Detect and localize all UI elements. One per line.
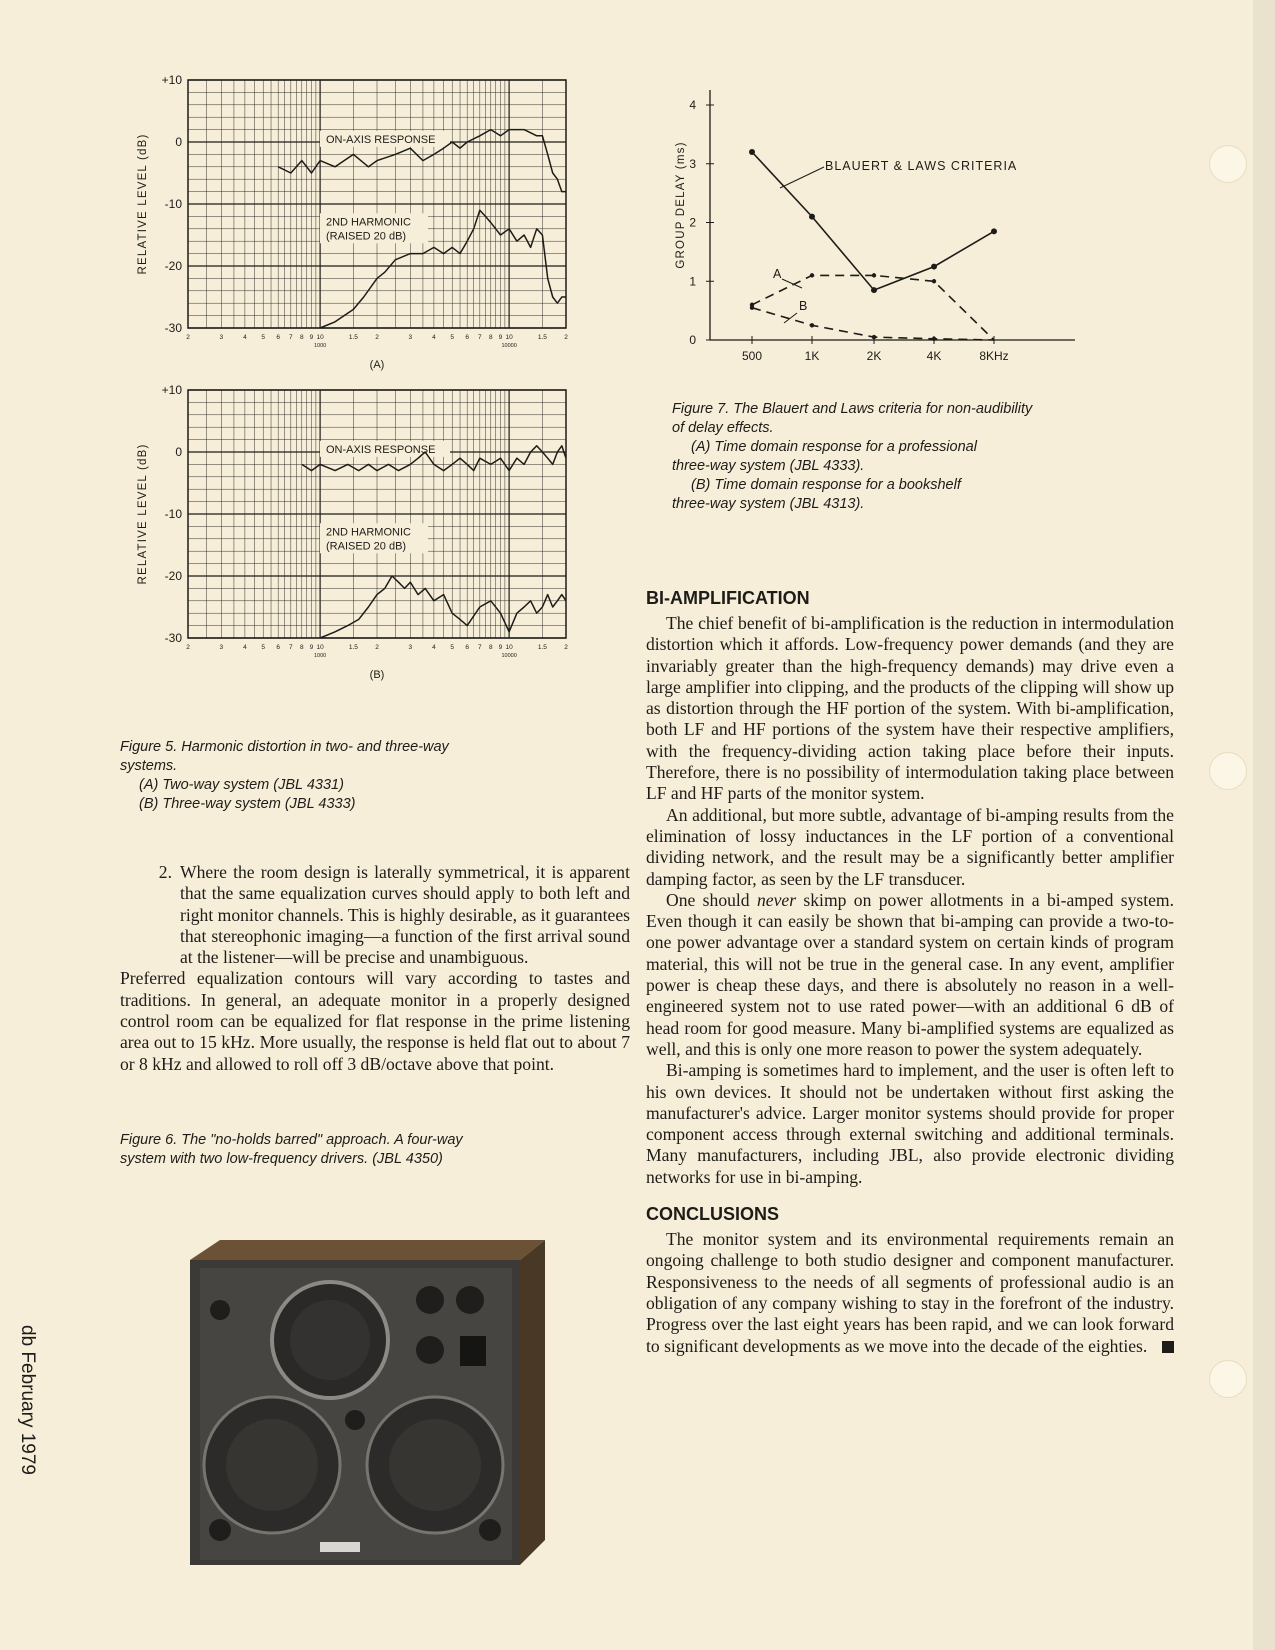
text-run: skimp on power allotments in a bi-amped system. Even though it can easily be shown that bi-amping can provide a two-to-one power advantage over a standard system on certain kinds of program material, this will not be true in the general case. In any event, amplifier power is cheap these days, and there is absolutely no reason in a well-engineered system not to use rated power—with an additional 6 dB of head room for good measure. Many bi-amplified systems are equalized as well, and this is only one more reason to power the system adequately. [646, 889, 1175, 1059]
caption-line: systems. [120, 758, 178, 774]
paragraph: Bi-amping is sometimes hard to implement, and the user is often left to his own devices. It should not be undertaken without first asking the manufacturer's advice. Larger monitor systems should provide for proper component access through external switching and additional terminals. Many manufacturers, including JBL, also provide electronic dividing networks for use in bi-amping. [646, 1060, 1174, 1187]
right-column [646, 80, 1175, 1357]
data-point [872, 273, 876, 277]
equalization-paragraph [120, 968, 630, 1074]
item-number: 2. [158, 862, 172, 882]
x-tick-label: 1K [804, 349, 820, 363]
end-mark [1162, 1341, 1174, 1353]
x-tick-label: 1.5 [537, 334, 547, 341]
x-tick-label: 8 [299, 334, 304, 341]
caption-line: (A) Two-way system (JBL 4331) [139, 777, 344, 793]
figure-7-chart [672, 80, 1092, 390]
y-axis-label: GROUP DELAY (ms) [675, 141, 687, 269]
x-tick-label: 10 [505, 334, 513, 341]
section-heading-biamp: BI-AMPLIFICATION [646, 588, 810, 608]
y-tick-label: -20 [164, 569, 182, 583]
caption-line: Figure 7. The Blauert and Laws criteria for non-audibility [672, 401, 1033, 417]
caption-line: three-way system (JBL 4313). [672, 496, 865, 512]
x-tick-label: 9 [498, 334, 503, 341]
y-tick-label: 4 [689, 98, 696, 112]
x-tick-label: 4 [243, 334, 247, 341]
x-tick-label: 2 [186, 334, 190, 341]
x-tick-label: 5 [450, 334, 455, 341]
series-line [752, 275, 994, 340]
emphasis: never [756, 889, 797, 910]
binder-hole [1209, 1360, 1247, 1398]
figure-7-caption [672, 400, 1174, 514]
conclusions-section [646, 1229, 1174, 1357]
x-decade-label: 1000 [313, 343, 327, 349]
x-tick-label: 4 [432, 334, 436, 341]
x-tick-label: 8 [488, 644, 493, 651]
annotation-text: ON-AXIS RESPONSE [326, 133, 436, 146]
y-tick-label: 2 [689, 215, 696, 230]
annotation-text: A [773, 267, 782, 281]
x-decade-label: 1000 [313, 653, 327, 659]
data-point [991, 228, 997, 234]
caption-line: (B) Time domain response for a bookshelf [691, 477, 961, 493]
x-tick-label: 2 [564, 334, 568, 341]
annotation-text: 2ND HARMONIC [326, 526, 411, 539]
text-run: The monitor system and its environmental requirements remain an ongoing challenge to both studio designer and component manufacturer. Responsiveness to the needs of all segments of professional audio is an obligation of any company wishing to stay in the forefront of the industry. Progress over the last eight years has been rapid, and we can look forward to significant developments as we move into the decade of the eighties. [646, 1229, 1174, 1356]
x-tick-label: 6 [276, 334, 280, 341]
caption-line: Figure 5. Harmonic distortion in two- and three-way [120, 739, 449, 755]
section-heading-conclusions: CONCLUSIONS [646, 1204, 780, 1225]
item-text: Where the room design is laterally symmetrical, it is apparent that the same equalization curves should apply to both left and right monitor channels. This is highly desirable, as it guarantees that stereophonic imaging—a function of the first arrival sound at the listener—will be precise and unambiguous. [180, 862, 630, 968]
y-tick-label: 0 [689, 333, 696, 347]
x-tick-label: 5 [450, 644, 455, 651]
x-tick-label: 9 [309, 334, 314, 341]
x-tick-label: 3 [219, 334, 224, 341]
x-tick-label: 3 [219, 644, 224, 651]
x-tick-label: 5 [261, 334, 266, 341]
paragraph: An additional, but more subtle, advantage of bi-amping results from the elimination of lossy inductances in the LF portion of a conventional dividing network, and the result may be a significantly better amplifier damping factor, as seen by the LF transducer. [646, 804, 1174, 889]
series-line [320, 576, 566, 638]
caption-line: of delay effects. [672, 420, 774, 436]
figure-6-speaker-photo [190, 1240, 570, 1570]
x-tick-label: 8KHz [979, 349, 1009, 363]
paragraph [646, 1229, 1174, 1357]
x-tick-label: 6 [465, 644, 469, 651]
x-tick-label: 9 [309, 644, 314, 651]
data-point [810, 273, 814, 277]
y-tick-label: -30 [164, 321, 182, 335]
x-tick-label: 7 [289, 334, 293, 341]
paragraph [646, 890, 1174, 1060]
figure-6-caption [120, 1131, 630, 1169]
x-tick-label: 2 [564, 644, 568, 651]
panel-label: (A) [369, 359, 385, 371]
x-tick-label: 7 [289, 644, 293, 651]
data-point [931, 264, 937, 270]
x-tick-label: 2 [375, 644, 379, 651]
data-point [810, 323, 814, 327]
annotation-leader [782, 279, 802, 288]
y-tick-label: 1 [689, 274, 696, 289]
paragraph: The chief benefit of bi-amplification is the reduction in intermodulation distortion which it affords. Low-frequency power demands (and they are invariably greater than the high-frequency demands) may drive even a large amplifier into clipping, and the products of the clipping will show up as distortion through the HF portion of the system. With bi-amplification, both LF and HF portions of the system have their respective amplifiers, with the frequency-dividing action taking place before their inputs. Therefore, there is no possibility of intermodulation taking place between LF and HF parts of the monitor system. [646, 613, 1174, 804]
x-tick-label: 10 [505, 644, 513, 651]
page-footer: db February 1979 [17, 1325, 38, 1475]
y-tick-label: -20 [164, 259, 182, 273]
data-point [749, 149, 755, 155]
x-tick-label: 8 [299, 644, 304, 651]
x-tick-label: 3 [408, 334, 413, 341]
annotation-text: BLAUERT & LAWS CRITERIA [825, 159, 1018, 173]
y-tick-label: -30 [164, 631, 182, 645]
x-decade-label: 10000 [501, 343, 517, 349]
y-tick-label: -10 [164, 197, 182, 211]
caption-line: (A) Time domain response for a professional [691, 439, 977, 455]
text-run: One should [666, 889, 757, 910]
annotation-text: ON-AXIS RESPONSE [326, 443, 436, 456]
x-tick-label: 1.5 [348, 644, 358, 651]
x-tick-label: 10 [316, 334, 324, 341]
y-tick-label: -10 [164, 507, 182, 521]
y-tick-label: +10 [161, 73, 182, 87]
data-point [809, 214, 815, 220]
annotation-text: (RAISED 20 dB) [326, 540, 407, 553]
x-tick-label: 7 [478, 644, 482, 651]
data-point [871, 287, 877, 293]
annotation-text: (RAISED 20 dB) [326, 230, 407, 243]
x-tick-label: 6 [276, 644, 280, 651]
figure-5a-chart [120, 70, 620, 380]
x-tick-label: 2K [866, 349, 882, 363]
y-axis-label: RELATIVE LEVEL (dB) [137, 443, 149, 585]
annotation-leader [780, 167, 824, 188]
x-tick-label: 10 [316, 644, 324, 651]
y-tick-label: 0 [175, 445, 182, 459]
page-edge [1253, 0, 1275, 1650]
numbered-item [120, 862, 630, 968]
binder-hole [1209, 145, 1247, 183]
figure-5-caption [120, 738, 630, 814]
data-point [872, 335, 876, 339]
data-point [932, 337, 936, 341]
x-decade-label: 10000 [501, 653, 517, 659]
caption-line: (B) Three-way system (JBL 4333) [139, 796, 356, 812]
x-tick-label: 7 [478, 334, 482, 341]
panel-label: (B) [369, 669, 385, 681]
x-tick-label: 1.5 [537, 644, 547, 651]
x-tick-label: 3 [408, 644, 413, 651]
binder-hole [1209, 752, 1247, 790]
y-tick-label: +10 [161, 383, 182, 397]
x-tick-label: 2 [186, 644, 190, 651]
left-column [120, 70, 630, 1169]
caption-line: system with two low-frequency drivers. (JBL 4350) [120, 1150, 443, 1167]
data-point [750, 305, 754, 309]
annotation-text: B [799, 299, 808, 313]
x-tick-label: 6 [465, 334, 469, 341]
x-tick-label: 4 [243, 644, 247, 651]
x-tick-label: 9 [498, 644, 503, 651]
x-tick-label: 8 [488, 334, 493, 341]
x-tick-label: 1.5 [348, 334, 358, 341]
y-axis-label: RELATIVE LEVEL (dB) [137, 133, 149, 275]
x-tick-label: 5 [261, 644, 266, 651]
caption-line: three-way system (JBL 4333). [672, 458, 865, 474]
figure-5b-chart [120, 380, 620, 700]
y-tick-label: 3 [689, 156, 696, 171]
biamp-section [646, 613, 1174, 1188]
data-point [932, 279, 936, 283]
x-tick-label: 2 [375, 334, 379, 341]
x-tick-label: 500 [741, 349, 763, 363]
annotation-text: 2ND HARMONIC [326, 216, 411, 229]
x-tick-label: 4K [926, 349, 942, 363]
y-tick-label: 0 [175, 135, 182, 149]
caption-line: Figure 6. The "no-holds barred" approach. A four-way [120, 1131, 463, 1148]
x-tick-label: 4 [432, 644, 436, 651]
paragraph: Preferred equalization contours will vary according to tastes and traditions. In general, an adequate monitor in a properly designed control room can be equalized for flat response in the prime listening area out to 15 kHz. More usually, the response is held flat out to about 7 or 8 kHz and allowed to roll off 3 dB/octave above that point. [120, 968, 630, 1074]
